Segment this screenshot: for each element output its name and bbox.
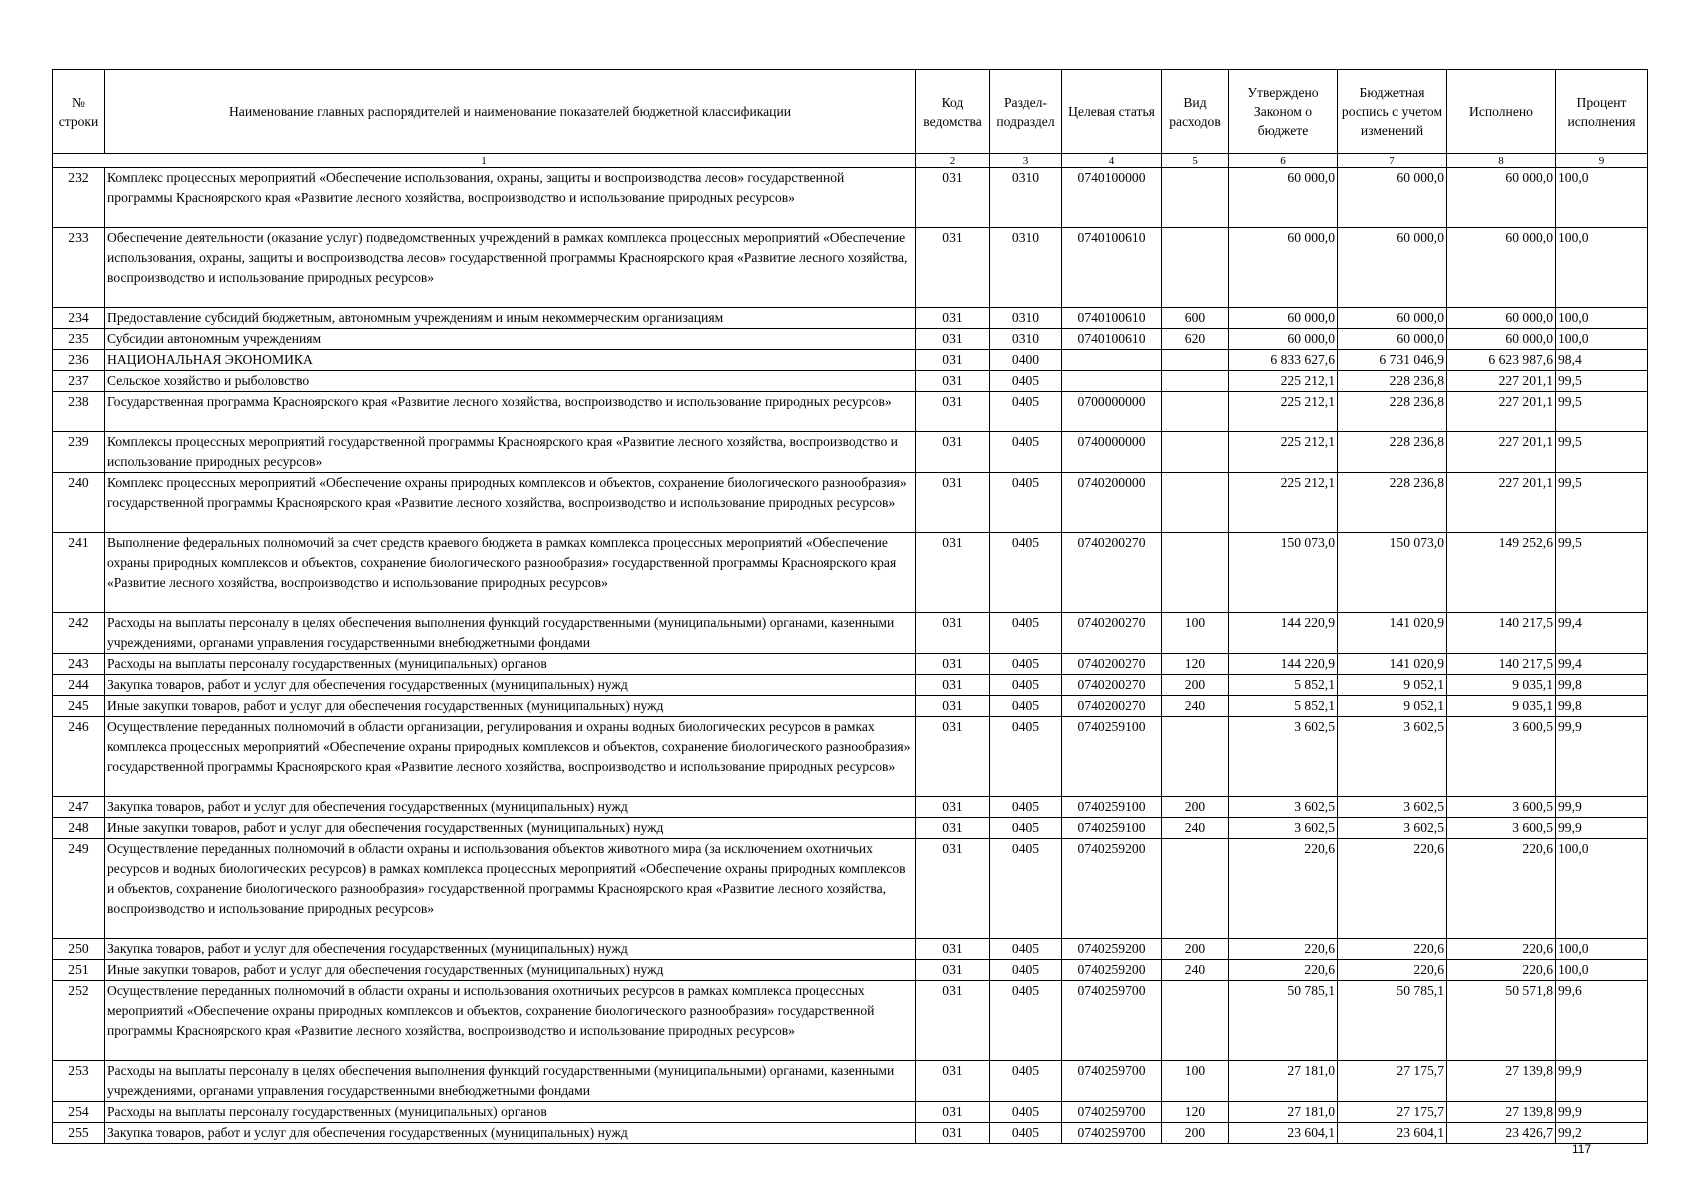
expense-type: 600	[1162, 308, 1229, 329]
executed-amount: 60 000,0	[1447, 168, 1556, 228]
budget-amount: 150 073,0	[1338, 533, 1447, 613]
section-code: 0400	[990, 350, 1062, 371]
table-row	[53, 168, 1648, 228]
section-code: 0405	[990, 981, 1062, 1061]
table-row	[53, 392, 1648, 432]
row-name: Закупка товаров, работ и услуг для обеспечения государственных (муниципальных) нужд	[105, 675, 916, 696]
expense-type: 200	[1162, 797, 1229, 818]
execution-percent: 99,5	[1556, 473, 1648, 533]
table-row	[53, 960, 1648, 981]
execution-percent: 99,8	[1556, 675, 1648, 696]
expense-type: 240	[1162, 818, 1229, 839]
row-number: 234	[53, 308, 105, 329]
executed-amount: 60 000,0	[1447, 308, 1556, 329]
row-name: Государственная программа Красноярского края «Развитие лесного хозяйства, воспроизводство и использование природных ресурсов»	[105, 392, 916, 432]
row-number: 249	[53, 839, 105, 939]
expense-type: 620	[1162, 329, 1229, 350]
approved-amount: 60 000,0	[1229, 308, 1338, 329]
executed-amount: 3 600,5	[1447, 818, 1556, 839]
dept-code: 031	[916, 329, 990, 350]
row-number: 254	[53, 1102, 105, 1123]
executed-amount: 140 217,5	[1447, 654, 1556, 675]
row-name: Выполнение федеральных полномочий за счет средств краевого бюджета в рамках комплекса процессных мероприятий «Обеспечение охраны природных комплексов и объектов, сохранение биологического разнообразия» государственной программы Красноярского края «Развитие лесного хозяйства, воспроизводство и использование природных ресурсов»	[105, 533, 916, 613]
dept-code: 031	[916, 717, 990, 797]
executed-amount: 9 035,1	[1447, 696, 1556, 717]
budget-amount: 220,6	[1338, 960, 1447, 981]
execution-percent: 99,8	[1556, 696, 1648, 717]
row-number: 242	[53, 613, 105, 654]
approved-amount: 220,6	[1229, 839, 1338, 939]
executed-amount: 9 035,1	[1447, 675, 1556, 696]
row-number: 233	[53, 228, 105, 308]
budget-amount: 220,6	[1338, 939, 1447, 960]
target-article: 0740259700	[1062, 981, 1162, 1061]
col-number: 2	[916, 154, 990, 168]
executed-amount: 227 201,1	[1447, 473, 1556, 533]
approved-amount: 6 833 627,6	[1229, 350, 1338, 371]
section-code: 0405	[990, 473, 1062, 533]
table-row	[53, 533, 1648, 613]
executed-amount: 220,6	[1447, 939, 1556, 960]
target-article: 0740259200	[1062, 839, 1162, 939]
col-dept-code: Код ведомства	[916, 70, 990, 154]
section-code: 0405	[990, 717, 1062, 797]
execution-percent: 99,2	[1556, 1123, 1648, 1144]
approved-amount: 5 852,1	[1229, 675, 1338, 696]
row-number: 243	[53, 654, 105, 675]
approved-amount: 27 181,0	[1229, 1061, 1338, 1102]
row-name: Закупка товаров, работ и услуг для обеспечения государственных (муниципальных) нужд	[105, 939, 916, 960]
expense-type	[1162, 228, 1229, 308]
section-code: 0405	[990, 696, 1062, 717]
executed-amount: 140 217,5	[1447, 613, 1556, 654]
col-approved: Утверждено Законом о бюджете	[1229, 70, 1338, 154]
dept-code: 031	[916, 960, 990, 981]
dept-code: 031	[916, 432, 990, 473]
target-article: 0740259200	[1062, 939, 1162, 960]
target-article: 0740100610	[1062, 329, 1162, 350]
row-number: 252	[53, 981, 105, 1061]
executed-amount: 3 600,5	[1447, 797, 1556, 818]
approved-amount: 225 212,1	[1229, 371, 1338, 392]
budget-table	[52, 69, 1648, 1144]
row-number: 244	[53, 675, 105, 696]
target-article: 0740259200	[1062, 960, 1162, 981]
section-code: 0310	[990, 329, 1062, 350]
target-article: 0740100610	[1062, 308, 1162, 329]
table-row	[53, 1102, 1648, 1123]
budget-amount: 3 602,5	[1338, 797, 1447, 818]
dept-code: 031	[916, 473, 990, 533]
target-article: 0740259700	[1062, 1123, 1162, 1144]
col-name: Наименование главных распорядителей и наименование показателей бюджетной классификации	[105, 70, 916, 154]
budget-amount: 9 052,1	[1338, 675, 1447, 696]
expense-type	[1162, 473, 1229, 533]
execution-percent: 100,0	[1556, 839, 1648, 939]
expense-type	[1162, 717, 1229, 797]
table-row	[53, 675, 1648, 696]
section-code: 0310	[990, 168, 1062, 228]
executed-amount: 50 571,8	[1447, 981, 1556, 1061]
execution-percent: 99,4	[1556, 654, 1648, 675]
table-row	[53, 797, 1648, 818]
executed-amount: 227 201,1	[1447, 432, 1556, 473]
target-article: 0740200270	[1062, 613, 1162, 654]
table-row	[53, 839, 1648, 939]
row-number: 238	[53, 392, 105, 432]
execution-percent: 100,0	[1556, 308, 1648, 329]
target-article	[1062, 350, 1162, 371]
target-article: 0740259100	[1062, 818, 1162, 839]
budget-amount: 60 000,0	[1338, 228, 1447, 308]
table-row	[53, 308, 1648, 329]
budget-amount: 60 000,0	[1338, 168, 1447, 228]
row-number: 241	[53, 533, 105, 613]
dept-code: 031	[916, 392, 990, 432]
col-number: 1	[53, 154, 916, 168]
row-number: 246	[53, 717, 105, 797]
col-number: 5	[1162, 154, 1229, 168]
row-name: Закупка товаров, работ и услуг для обеспечения государственных (муниципальных) нужд	[105, 797, 916, 818]
expense-type	[1162, 371, 1229, 392]
budget-amount: 27 175,7	[1338, 1061, 1447, 1102]
target-article: 0740200000	[1062, 473, 1162, 533]
execution-percent: 100,0	[1556, 960, 1648, 981]
execution-percent: 99,9	[1556, 1102, 1648, 1123]
expense-type: 100	[1162, 1061, 1229, 1102]
col-budget: Бюджетная роспись с учетом изменений	[1338, 70, 1447, 154]
expense-type	[1162, 350, 1229, 371]
executed-amount: 60 000,0	[1447, 329, 1556, 350]
execution-percent: 99,4	[1556, 613, 1648, 654]
section-code: 0405	[990, 533, 1062, 613]
col-row-no: № строки	[53, 70, 105, 154]
approved-amount: 3 602,5	[1229, 717, 1338, 797]
budget-amount: 228 236,8	[1338, 371, 1447, 392]
approved-amount: 60 000,0	[1229, 168, 1338, 228]
execution-percent: 99,5	[1556, 533, 1648, 613]
col-number: 6	[1229, 154, 1338, 168]
execution-percent: 100,0	[1556, 168, 1648, 228]
approved-amount: 3 602,5	[1229, 818, 1338, 839]
target-article: 0740200270	[1062, 675, 1162, 696]
col-percent: Процент исполнения	[1556, 70, 1648, 154]
executed-amount: 60 000,0	[1447, 228, 1556, 308]
dept-code: 031	[916, 1061, 990, 1102]
table-row	[53, 473, 1648, 533]
dept-code: 031	[916, 350, 990, 371]
target-article: 0740100000	[1062, 168, 1162, 228]
page-number: 117	[1572, 1142, 1592, 1156]
executed-amount: 149 252,6	[1447, 533, 1556, 613]
dept-code: 031	[916, 533, 990, 613]
section-code: 0405	[990, 613, 1062, 654]
execution-percent: 99,5	[1556, 432, 1648, 473]
executed-amount: 27 139,8	[1447, 1102, 1556, 1123]
expense-type: 120	[1162, 1102, 1229, 1123]
execution-percent: 100,0	[1556, 228, 1648, 308]
row-number: 237	[53, 371, 105, 392]
expense-type	[1162, 432, 1229, 473]
section-code: 0310	[990, 228, 1062, 308]
row-name: НАЦИОНАЛЬНАЯ ЭКОНОМИКА	[105, 350, 916, 371]
table-body	[53, 168, 1648, 1144]
budget-amount: 220,6	[1338, 839, 1447, 939]
table-row	[53, 1061, 1648, 1102]
table-row	[53, 939, 1648, 960]
row-number: 251	[53, 960, 105, 981]
table-row	[53, 818, 1648, 839]
column-number-row	[53, 154, 1648, 168]
dept-code: 031	[916, 613, 990, 654]
col-number: 8	[1447, 154, 1556, 168]
section-code: 0405	[990, 839, 1062, 939]
table-row	[53, 350, 1648, 371]
dept-code: 031	[916, 797, 990, 818]
executed-amount: 23 426,7	[1447, 1123, 1556, 1144]
execution-percent: 99,9	[1556, 1061, 1648, 1102]
row-name: Иные закупки товаров, работ и услуг для обеспечения государственных (муниципальных) нужд	[105, 960, 916, 981]
section-code: 0405	[990, 432, 1062, 473]
budget-amount: 50 785,1	[1338, 981, 1447, 1061]
approved-amount: 60 000,0	[1229, 228, 1338, 308]
budget-amount: 9 052,1	[1338, 696, 1447, 717]
col-exp-type: Вид расходов	[1162, 70, 1229, 154]
execution-percent: 99,5	[1556, 392, 1648, 432]
table-row	[53, 696, 1648, 717]
row-number: 240	[53, 473, 105, 533]
approved-amount: 220,6	[1229, 939, 1338, 960]
expense-type: 200	[1162, 1123, 1229, 1144]
target-article: 0740259700	[1062, 1102, 1162, 1123]
row-name: Комплекс процессных мероприятий «Обеспечение охраны природных комплексов и объектов, сохранение биологического разнообразия» государственной программы Красноярского края «Развитие лесного хозяйства, воспроизводство и использование природных ресурсов»	[105, 473, 916, 533]
execution-percent: 100,0	[1556, 939, 1648, 960]
dept-code: 031	[916, 981, 990, 1061]
row-number: 250	[53, 939, 105, 960]
approved-amount: 150 073,0	[1229, 533, 1338, 613]
section-code: 0405	[990, 818, 1062, 839]
section-code: 0405	[990, 675, 1062, 696]
row-name: Обеспечение деятельности (оказание услуг) подведомственных учреждений в рамках комплекса процессных мероприятий «Обеспечение использования, охраны, защиты и воспроизводства лесов» государственной программы Красноярского края «Развитие лесного хозяйства, воспроизводство и использование природных ресурсов»	[105, 228, 916, 308]
dept-code: 031	[916, 939, 990, 960]
target-article: 0740259100	[1062, 797, 1162, 818]
row-number: 253	[53, 1061, 105, 1102]
target-article: 0740200270	[1062, 533, 1162, 613]
approved-amount: 144 220,9	[1229, 613, 1338, 654]
expense-type: 240	[1162, 696, 1229, 717]
target-article: 0740259700	[1062, 1061, 1162, 1102]
expense-type: 200	[1162, 939, 1229, 960]
budget-amount: 27 175,7	[1338, 1102, 1447, 1123]
row-number: 248	[53, 818, 105, 839]
dept-code: 031	[916, 696, 990, 717]
budget-amount: 228 236,8	[1338, 432, 1447, 473]
execution-percent: 100,0	[1556, 329, 1648, 350]
target-article: 0700000000	[1062, 392, 1162, 432]
row-number: 245	[53, 696, 105, 717]
executed-amount: 6 623 987,6	[1447, 350, 1556, 371]
budget-amount: 23 604,1	[1338, 1123, 1447, 1144]
budget-amount: 141 020,9	[1338, 654, 1447, 675]
row-name: Расходы на выплаты персоналу государственных (муниципальных) органов	[105, 1102, 916, 1123]
expense-type	[1162, 839, 1229, 939]
dept-code: 031	[916, 308, 990, 329]
execution-percent: 98,4	[1556, 350, 1648, 371]
row-name: Сельское хозяйство и рыболовство	[105, 371, 916, 392]
dept-code: 031	[916, 168, 990, 228]
budget-amount: 60 000,0	[1338, 308, 1447, 329]
budget-amount: 228 236,8	[1338, 473, 1447, 533]
approved-amount: 60 000,0	[1229, 329, 1338, 350]
target-article: 0740000000	[1062, 432, 1162, 473]
col-executed: Исполнено	[1447, 70, 1556, 154]
row-name: Закупка товаров, работ и услуг для обеспечения государственных (муниципальных) нужд	[105, 1123, 916, 1144]
section-code: 0405	[990, 939, 1062, 960]
execution-percent: 99,5	[1556, 371, 1648, 392]
row-number: 235	[53, 329, 105, 350]
target-article: 0740259100	[1062, 717, 1162, 797]
col-number: 4	[1062, 154, 1162, 168]
budget-amount: 6 731 046,9	[1338, 350, 1447, 371]
row-name: Расходы на выплаты персоналу государственных (муниципальных) органов	[105, 654, 916, 675]
expense-type	[1162, 981, 1229, 1061]
execution-percent: 99,9	[1556, 818, 1648, 839]
row-name: Субсидии автономным учреждениям	[105, 329, 916, 350]
executed-amount: 227 201,1	[1447, 371, 1556, 392]
target-article: 0740200270	[1062, 696, 1162, 717]
row-number: 232	[53, 168, 105, 228]
expense-type: 240	[1162, 960, 1229, 981]
expense-type	[1162, 533, 1229, 613]
expense-type: 100	[1162, 613, 1229, 654]
table-row	[53, 613, 1648, 654]
col-section: Раздел-подраздел	[990, 70, 1062, 154]
dept-code: 031	[916, 371, 990, 392]
section-code: 0405	[990, 1061, 1062, 1102]
executed-amount: 27 139,8	[1447, 1061, 1556, 1102]
row-name: Осуществление переданных полномочий в области организации, регулирования и охраны водных биологических ресурсов в рамках комплекса процессных мероприятий «Обеспечение охраны природных комплексов и объектов, сохранение биологического разнообразия» государственной программы Красноярского края «Развитие лесного хозяйства, воспроизводство и использование природных ресурсов»	[105, 717, 916, 797]
execution-percent: 99,9	[1556, 797, 1648, 818]
execution-percent: 99,9	[1556, 717, 1648, 797]
header-row	[53, 70, 1648, 154]
dept-code: 031	[916, 818, 990, 839]
col-target: Целевая статья	[1062, 70, 1162, 154]
section-code: 0405	[990, 960, 1062, 981]
row-number: 236	[53, 350, 105, 371]
budget-amount: 228 236,8	[1338, 392, 1447, 432]
executed-amount: 220,6	[1447, 839, 1556, 939]
table-row	[53, 717, 1648, 797]
table-row	[53, 654, 1648, 675]
section-code: 0405	[990, 654, 1062, 675]
table-row	[53, 432, 1648, 473]
expense-type	[1162, 392, 1229, 432]
dept-code: 031	[916, 654, 990, 675]
target-article	[1062, 371, 1162, 392]
approved-amount: 23 604,1	[1229, 1123, 1338, 1144]
row-name: Предоставление субсидий бюджетным, автономным учреждениям и иным некоммерческим организациям	[105, 308, 916, 329]
budget-amount: 60 000,0	[1338, 329, 1447, 350]
expense-type	[1162, 168, 1229, 228]
row-name: Осуществление переданных полномочий в области охраны и использования охотничьих ресурсов в рамках комплекса процессных мероприятий «Обеспечение охраны природных комплексов и объектов, сохранение биологического разнообразия» государственной программы Красноярского края «Развитие лесного хозяйства, воспроизводство и использование природных ресурсов»	[105, 981, 916, 1061]
execution-percent: 99,6	[1556, 981, 1648, 1061]
approved-amount: 144 220,9	[1229, 654, 1338, 675]
executed-amount: 227 201,1	[1447, 392, 1556, 432]
row-number: 247	[53, 797, 105, 818]
row-number: 239	[53, 432, 105, 473]
row-name: Комплекс процессных мероприятий «Обеспечение использования, охраны, защиты и воспроизводства лесов» государственной программы Красноярского края «Развитие лесного хозяйства, воспроизводство и использование природных ресурсов»	[105, 168, 916, 228]
row-name: Расходы на выплаты персоналу в целях обеспечения выполнения функций государственными (муниципальными) органами, казенными учреждениями, органами управления государственными внебюджетными фондами	[105, 1061, 916, 1102]
table-row	[53, 371, 1648, 392]
row-name: Иные закупки товаров, работ и услуг для обеспечения государственных (муниципальных) нужд	[105, 696, 916, 717]
section-code: 0405	[990, 1102, 1062, 1123]
dept-code: 031	[916, 675, 990, 696]
section-code: 0405	[990, 1123, 1062, 1144]
section-code: 0405	[990, 371, 1062, 392]
budget-amount: 3 602,5	[1338, 818, 1447, 839]
row-name: Иные закупки товаров, работ и услуг для обеспечения государственных (муниципальных) нужд	[105, 818, 916, 839]
target-article: 0740200270	[1062, 654, 1162, 675]
dept-code: 031	[916, 1102, 990, 1123]
dept-code: 031	[916, 839, 990, 939]
expense-type: 120	[1162, 654, 1229, 675]
approved-amount: 225 212,1	[1229, 432, 1338, 473]
section-code: 0405	[990, 392, 1062, 432]
table-row	[53, 228, 1648, 308]
budget-amount: 141 020,9	[1338, 613, 1447, 654]
table-row	[53, 981, 1648, 1061]
col-number: 7	[1338, 154, 1447, 168]
target-article: 0740100610	[1062, 228, 1162, 308]
row-name: Расходы на выплаты персоналу в целях обеспечения выполнения функций государственными (муниципальными) органами, казенными учреждениями, органами управления государственными внебюджетными фондами	[105, 613, 916, 654]
section-code: 0310	[990, 308, 1062, 329]
approved-amount: 27 181,0	[1229, 1102, 1338, 1123]
section-code: 0405	[990, 797, 1062, 818]
approved-amount: 225 212,1	[1229, 392, 1338, 432]
expense-type: 200	[1162, 675, 1229, 696]
col-number: 9	[1556, 154, 1648, 168]
col-number: 3	[990, 154, 1062, 168]
approved-amount: 50 785,1	[1229, 981, 1338, 1061]
row-number: 255	[53, 1123, 105, 1144]
executed-amount: 3 600,5	[1447, 717, 1556, 797]
table-row	[53, 1123, 1648, 1144]
row-name: Осуществление переданных полномочий в области охраны и использования объектов животного мира (за исключением охотничьих ресурсов и водных биологических ресурсов) в рамках комплекса процессных мероприятий «Обеспечение охраны природных комплексов и объектов, сохранение биологического разнообразия» государственной программы Красноярского края «Развитие лесного хозяйства, воспроизводство и использование природных ресурсов»	[105, 839, 916, 939]
approved-amount: 220,6	[1229, 960, 1338, 981]
approved-amount: 5 852,1	[1229, 696, 1338, 717]
dept-code: 031	[916, 228, 990, 308]
table-row	[53, 329, 1648, 350]
row-name: Комплексы процессных мероприятий государственной программы Красноярского края «Развитие лесного хозяйства, воспроизводство и использование природных ресурсов»	[105, 432, 916, 473]
approved-amount: 225 212,1	[1229, 473, 1338, 533]
approved-amount: 3 602,5	[1229, 797, 1338, 818]
dept-code: 031	[916, 1123, 990, 1144]
budget-amount: 3 602,5	[1338, 717, 1447, 797]
executed-amount: 220,6	[1447, 960, 1556, 981]
